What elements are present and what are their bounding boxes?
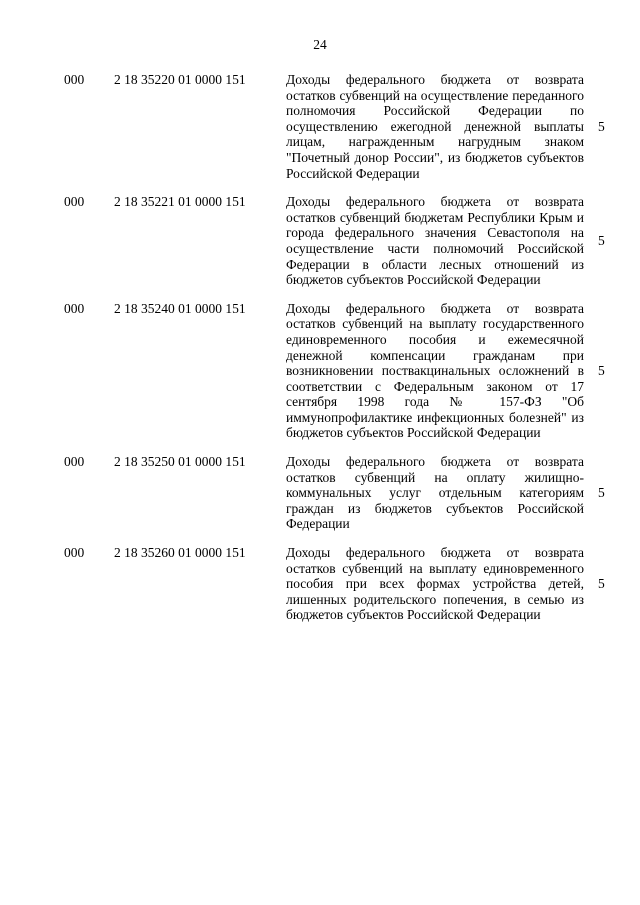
page-number: 24 bbox=[313, 37, 327, 52]
distribution-norm: 5 bbox=[598, 233, 605, 249]
distribution-norm: 5 bbox=[598, 363, 605, 379]
distribution-norm: 5 bbox=[598, 485, 605, 501]
admin-code: 000 bbox=[64, 194, 85, 210]
income-description: Доходы федерального бюджета от возврата остатков субвенций на выплату единовременного пособия при всех формах устройства детей, лишенных родительского попечения, в семью из бюджетов субъектов Российской Федерации bbox=[286, 545, 584, 623]
admin-code: 000 bbox=[64, 454, 85, 470]
income-description: Доходы федерального бюджета от возврата остатков субвенций бюджетам Республики Крым и города федерального значения Севастополя на осуществление части полномочий Российской Федерации в области лесных отношений из бюджетов субъектов Российской Федерации bbox=[286, 194, 584, 288]
income-description: Доходы федерального бюджета от возврата остатков субвенций на осуществление переданного полномочия Российской Федерации по осуществлению ежегодной денежной выплаты лицам, награжденным нагрудным знаком "Почетный донор России", из бюджетов субъектов Российской Федерации bbox=[286, 72, 584, 181]
budget-code: 2 18 35220 01 0000 151 bbox=[114, 72, 246, 87]
income-description: Доходы федерального бюджета от возврата остатков субвенций на оплату жилищно-коммунальных услуг отдельным категориям граждан из бюджетов субъектов Российской Федерации bbox=[286, 454, 584, 532]
table-row bbox=[0, 72, 640, 181]
table-row bbox=[0, 545, 640, 623]
income-description: Доходы федерального бюджета от возврата остатков субвенций на выплату государственного единовременного пособия и ежемесячной денежной компенсации гражданам при возникновении поствакцинальных осложнений в соответствии с Федеральным законом от 17 сентября 1998 года № 157-ФЗ "Об иммунопрофилактике инфекционных болезней" из бюджетов субъектов Российской Федерации bbox=[286, 300, 584, 441]
budget-classification-table bbox=[0, 72, 640, 636]
table-row bbox=[0, 301, 640, 441]
budget-code: 2 18 35260 01 0000 151 bbox=[114, 545, 246, 561]
admin-code: 000 bbox=[64, 72, 85, 87]
budget-code: 2 18 35221 01 0000 151 bbox=[114, 194, 246, 210]
admin-code: 000 bbox=[64, 300, 85, 316]
distribution-norm: 5 bbox=[598, 576, 605, 592]
budget-code: 2 18 35250 01 0000 151 bbox=[114, 454, 246, 470]
table-row bbox=[0, 194, 640, 288]
admin-code: 000 bbox=[64, 545, 85, 561]
distribution-norm: 5 bbox=[598, 118, 605, 134]
table-row bbox=[0, 454, 640, 532]
budget-code: 2 18 35240 01 0000 151 bbox=[114, 300, 246, 316]
